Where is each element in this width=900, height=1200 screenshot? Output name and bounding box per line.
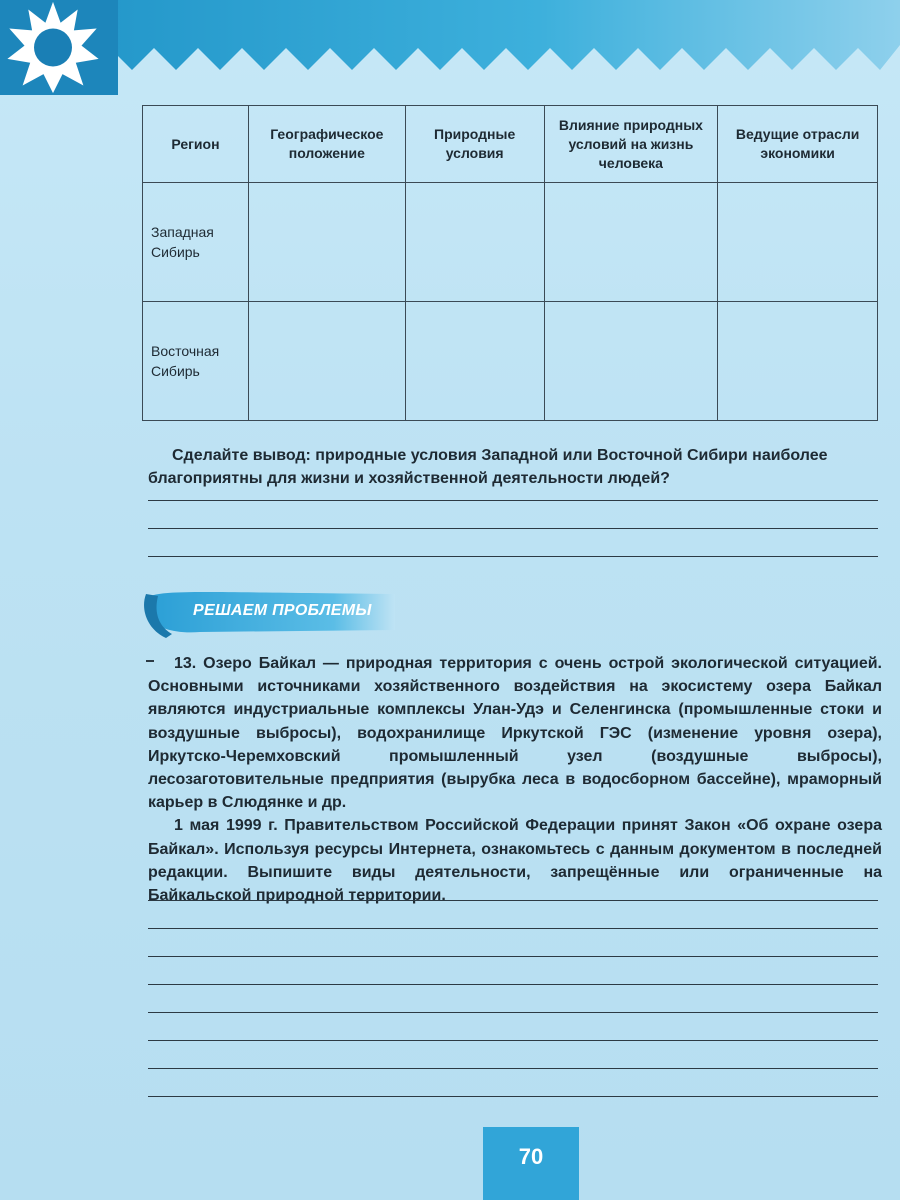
table-row bbox=[143, 183, 878, 302]
page-number: 70 bbox=[518, 1144, 544, 1169]
column-header: Влияние природных условий на жизнь человека bbox=[544, 106, 718, 183]
answer-cell[interactable] bbox=[718, 183, 878, 302]
conclusion-prompt: Сделайте вывод: природные условия Западной или Восточной Сибири наиболее благоприятны для жизни и хозяйственной деятельности людей? bbox=[148, 447, 828, 487]
task-number: 13. bbox=[174, 655, 197, 672]
answer-cell[interactable] bbox=[405, 183, 544, 302]
region-cell: Восточная Сибирь bbox=[143, 302, 249, 421]
answer-line[interactable] bbox=[148, 1096, 878, 1097]
answer-line[interactable] bbox=[148, 928, 878, 929]
column-header: Географическое положение bbox=[248, 106, 405, 183]
column-header: Ведущие отрасли экономики bbox=[718, 106, 878, 183]
answer-line[interactable] bbox=[148, 956, 878, 957]
table-header-row bbox=[143, 106, 878, 183]
regions-table bbox=[142, 105, 878, 421]
column-header: Природные условия bbox=[405, 106, 544, 183]
answer-cell[interactable] bbox=[718, 302, 878, 421]
region-cell: Западная Сибирь bbox=[143, 183, 249, 302]
column-header: Регион bbox=[143, 106, 249, 183]
section-title: РЕШАЕМ ПРОБЛЕМЫ bbox=[193, 602, 372, 619]
answer-line[interactable] bbox=[148, 984, 878, 985]
header-decoration bbox=[0, 0, 900, 95]
table-row bbox=[143, 302, 878, 421]
answer-cell[interactable] bbox=[405, 302, 544, 421]
task-13-paragraph-2: 1 мая 1999 г. Правительством Российской Федерации принят Закон «Об охране озера Байкал». Используя ресурсы Интернета, ознакомьтесь с данным документом в последней редакции. Выпишите виды деятельности, запрещённые или ограниченные на Байкальской природной территории. bbox=[148, 817, 882, 905]
answer-line[interactable] bbox=[148, 1068, 878, 1069]
answer-cell[interactable] bbox=[248, 183, 405, 302]
answer-cell[interactable] bbox=[248, 302, 405, 421]
answer-line[interactable] bbox=[148, 528, 878, 529]
task-13 bbox=[148, 652, 882, 907]
answer-line[interactable] bbox=[148, 556, 878, 557]
answer-cell[interactable] bbox=[544, 183, 718, 302]
answer-line[interactable] bbox=[148, 900, 878, 901]
task-13-text: Озеро Байкал — природная территория с очень острой экологической ситуацией. Основными источниками хозяйственного воздействия на экосистему озера Байкал являются индустриальные комплексы Улан-Удэ и Селенгинска (промышленные стоки и воздушные выбросы), водохранилище Иркутской ГЭС (изменение уровня озера), Иркутско-Черемховский промышленный узел (воздушные выбросы), лесозаготовительные предприятия (вырубка леса в водосборном бассейне), мраморный карьер в Слюдянке и др. bbox=[148, 655, 882, 812]
answer-line[interactable] bbox=[148, 1040, 878, 1041]
answer-cell[interactable] bbox=[544, 302, 718, 421]
task-13-paragraph-1 bbox=[148, 652, 882, 814]
answer-line[interactable] bbox=[148, 500, 878, 501]
star-burst-icon bbox=[4, 0, 102, 95]
answer-line[interactable] bbox=[148, 1012, 878, 1013]
